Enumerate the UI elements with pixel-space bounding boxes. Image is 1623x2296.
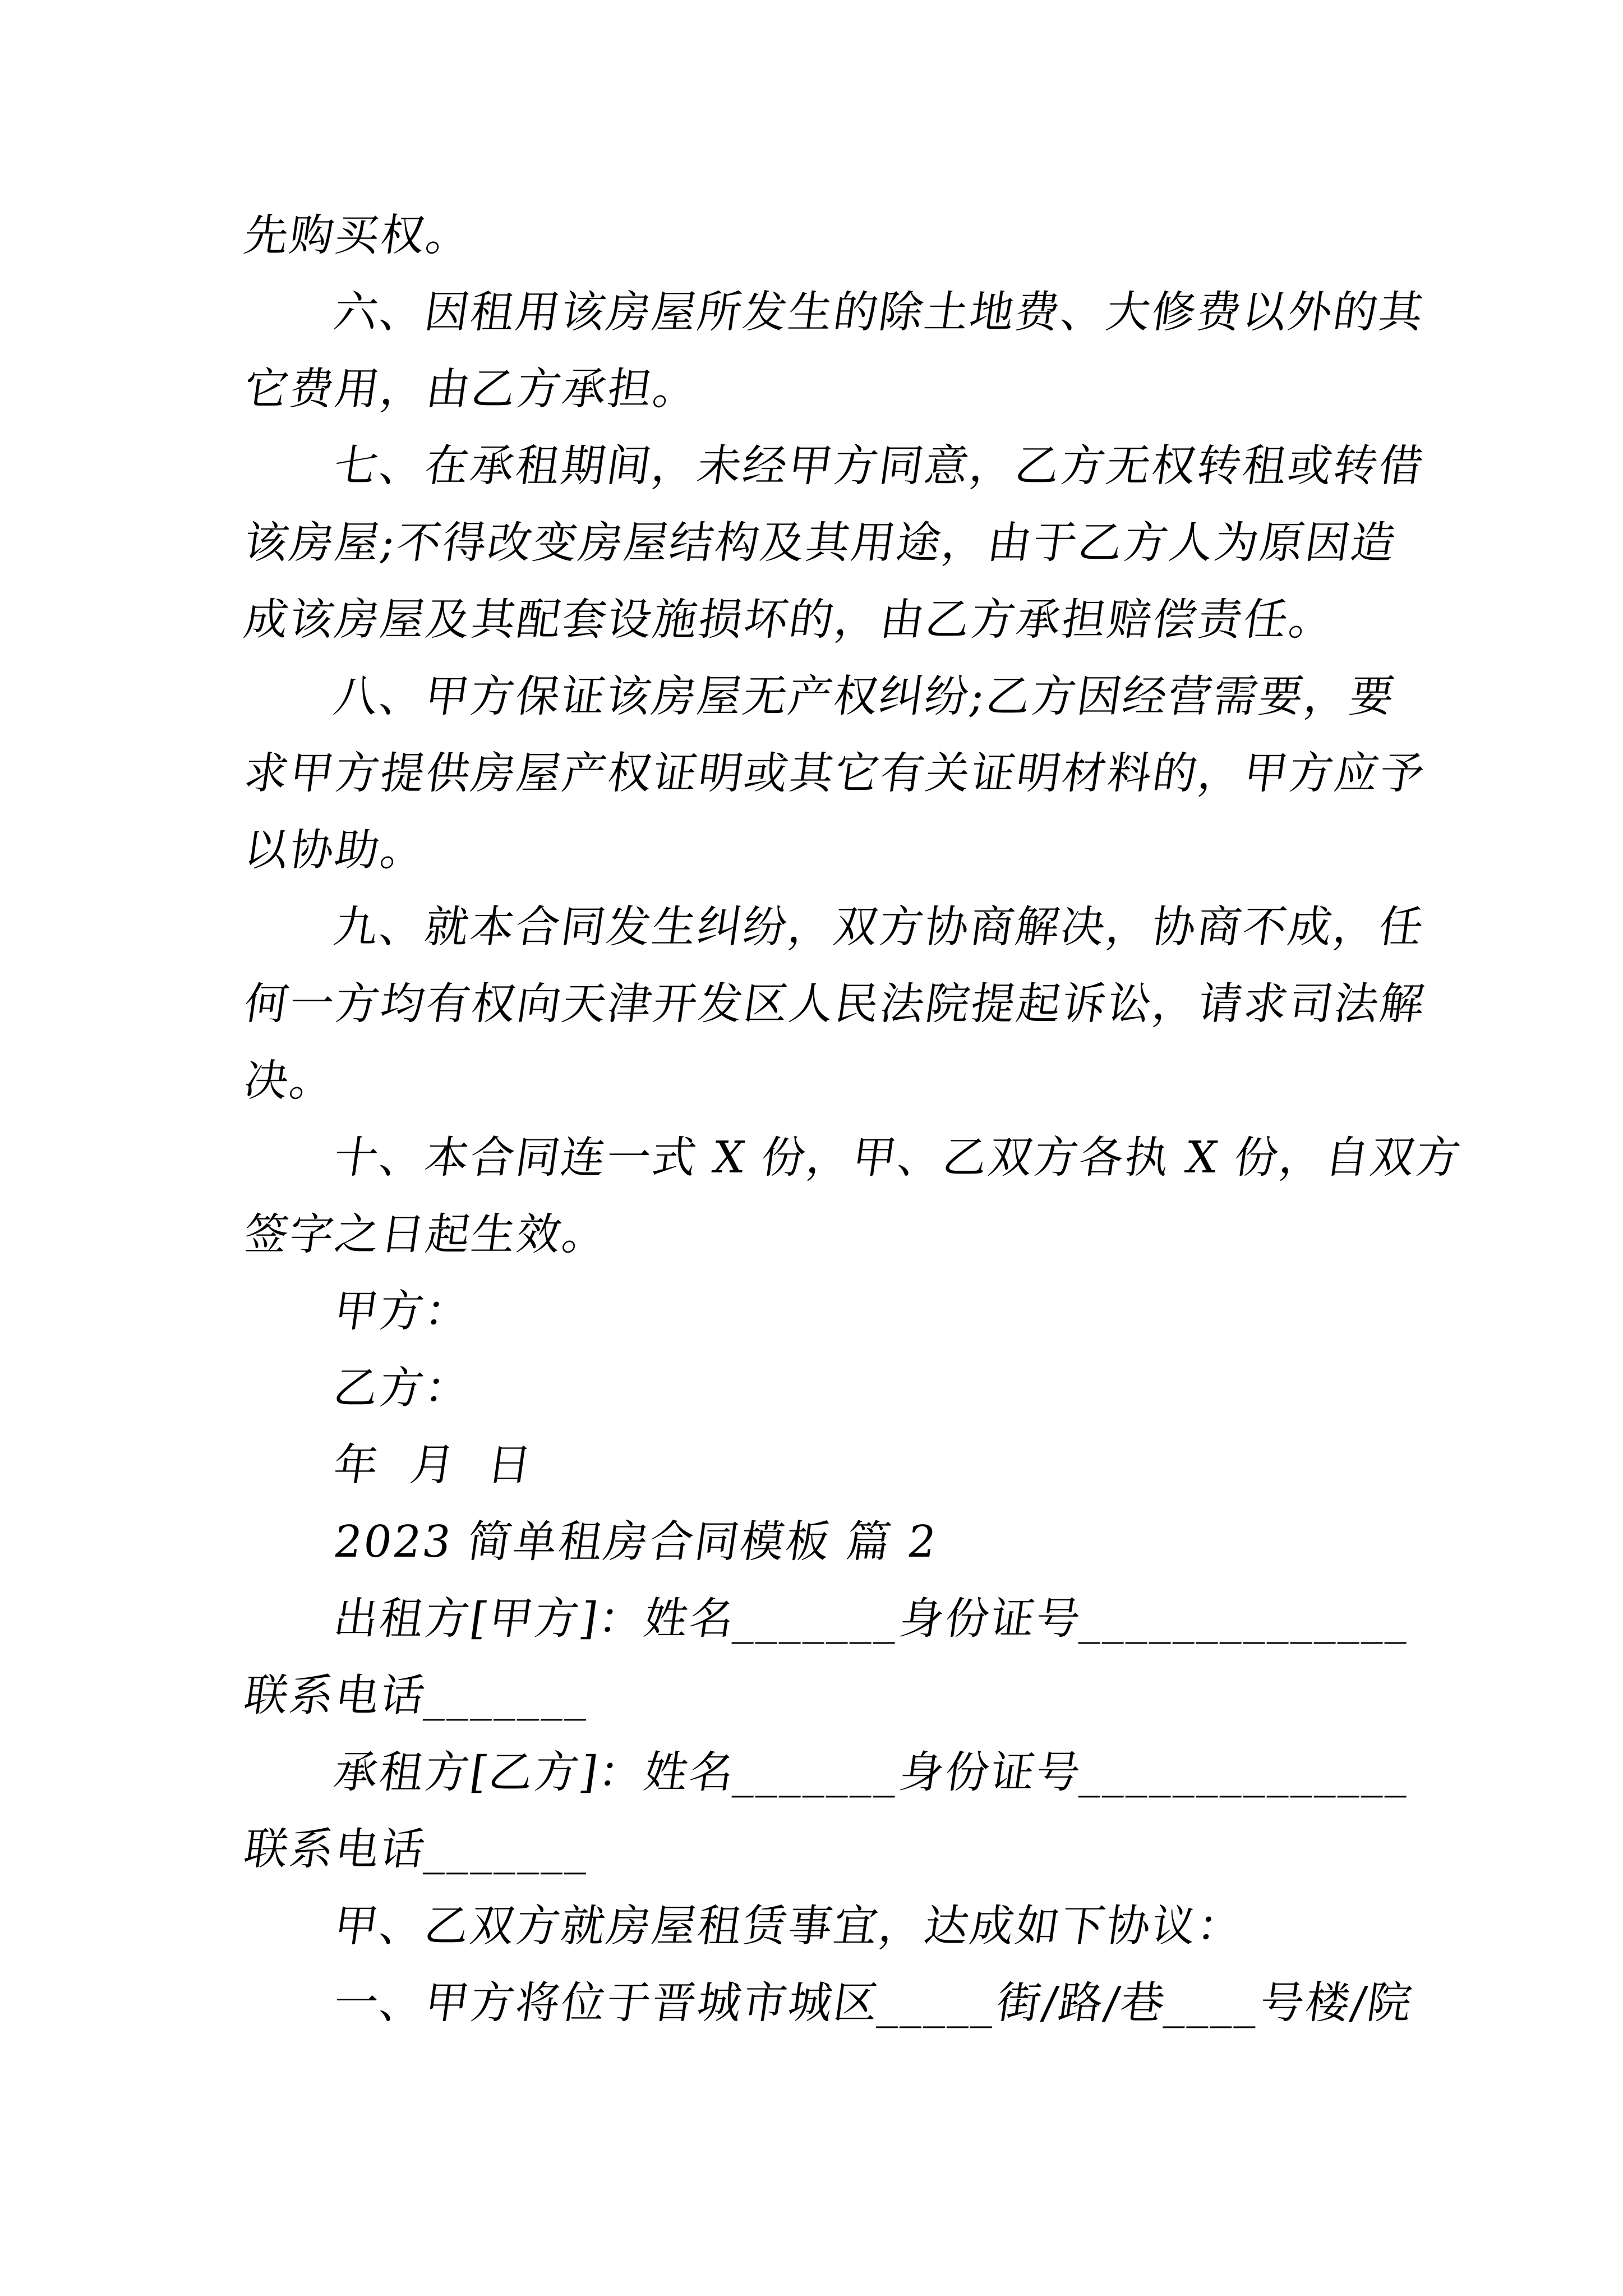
date-line: 年 月 日 (330, 1440, 537, 1490)
lessee-info-line: 承租方[乙方]：姓名_______身份证号______________ (330, 1747, 1415, 1798)
text-line: 何一方均有权向天津开发区人民法院提起诉讼，请求司法解 (241, 979, 1430, 1029)
text-line: 六、因租用该房屋所发生的除土地费、大修费以外的其 (330, 287, 1428, 338)
text-line: 求甲方提供房屋产权证明或其它有关证明材料的，甲方应予 (241, 748, 1430, 799)
text-line: 先购买权。 (241, 210, 476, 261)
lessee-phone-line: 联系电话_______ (241, 1824, 595, 1875)
text-line: 十、本合同连一式 X 份，甲、乙双方各执 X 份，自双方 (330, 1133, 1465, 1183)
text-line: 该房屋;不得改变房屋结构及其用途，由于乙方人为原因造 (241, 518, 1400, 568)
text-line: 七、在承租期间，未经甲方同意，乙方无权转租或转借 (330, 441, 1428, 491)
text-line: 九、就本合同发生纠纷，双方协商解决，协商不成，任 (330, 902, 1428, 953)
section-heading: 2023 简单租房合同模板 篇 2 (330, 1517, 941, 1567)
party-a-signature-line: 甲方： (330, 1286, 474, 1337)
text-line: 八、甲方保证该房屋无产权纠纷;乙方因经营需要，要 (330, 671, 1399, 722)
text-line: 决。 (241, 1056, 339, 1106)
lessor-phone-line: 联系电话_______ (241, 1671, 595, 1721)
text-line: 签字之日起生效。 (241, 1209, 612, 1260)
party-b-signature-line: 乙方： (330, 1363, 474, 1414)
lessor-info-line: 出租方[甲方]：姓名_______身份证号______________ (330, 1594, 1415, 1644)
text-line: 以协助。 (241, 825, 430, 876)
text-line: 它费用，由乙方承担。 (241, 364, 703, 415)
text-line: 成该房屋及其配套设施损坏的，由乙方承担赔偿责任。 (241, 595, 1339, 645)
text-line: 甲、乙双方就房屋租赁事宜，达成如下协议： (330, 1901, 1247, 1952)
text-line: 一、甲方将位于晋城市城区_____街/路/巷____号楼/院 (330, 1978, 1417, 2028)
contract-text-block (241, 197, 1475, 2042)
